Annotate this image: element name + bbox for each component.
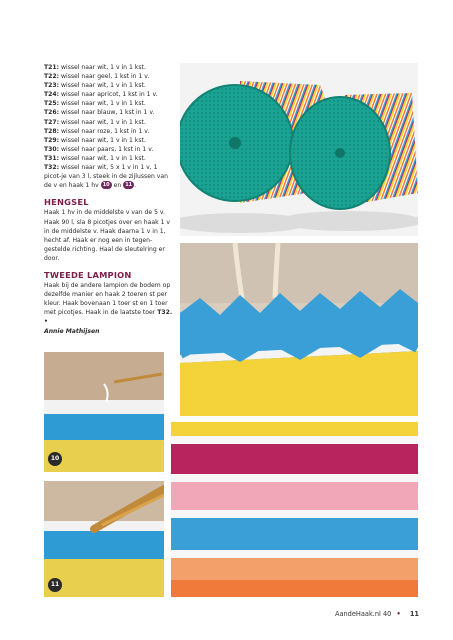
section-heading-tweede-lampion: TWEEDE LAMPION	[44, 269, 132, 280]
round-row: T31: wissel naar wit, 1 v in 1 kst.	[44, 154, 146, 162]
photo-lampions	[180, 63, 418, 236]
step-badge-10: 10	[48, 452, 62, 466]
photo-step-10	[44, 352, 164, 472]
footer-separator: •	[396, 610, 401, 618]
round-list	[44, 63, 176, 163]
round-row: T23: wissel naar wit, 1 v in 1 kst.	[44, 82, 146, 90]
step-11-illustration	[44, 481, 164, 597]
instructions-column	[44, 63, 176, 336]
page-number: 11	[409, 610, 419, 618]
section-heading-hengsel: HENGSEL	[44, 197, 89, 208]
step-badge-11: 11	[48, 578, 62, 592]
stripes-illustration	[171, 422, 418, 597]
closeup-illustration	[180, 243, 418, 416]
photo-stripes	[171, 422, 418, 597]
round-row-32: T32: wissel naar wit, 5 x 1 v in 1 v, 1 picot-je van 3 l, steek in de zijlussen van de v en haak 1 hv 10 en 11 .	[44, 164, 168, 190]
step-ref-badge-11: 11	[123, 181, 134, 189]
round-row: T21: wissel naar wit, 1 v in 1 kst.	[44, 64, 146, 71]
tweede-lampion-text: Haak bij de andere lampion de bodem op dezelfde manier en haak 2 toeren st per kleur. Haak bovenaan 1 toer st en 1 toer met picotjes. Haak in de laatste toer T32. •	[44, 282, 173, 326]
author-name: Annie Mathijsen	[44, 327, 100, 335]
round-row: T22: wissel naar geel, 1 kst in 1 v.	[44, 73, 150, 81]
step-ref-badge-10: 10	[101, 181, 112, 189]
round-row: T29: wissel naar wit, 1 v in 1 kst.	[44, 136, 146, 144]
round-row: T24: wissel naar apricot, 1 kst in 1 v.	[44, 91, 158, 99]
page-footer	[335, 610, 419, 618]
round-row: T25: wissel naar wit, 1 v in 1 kst.	[44, 100, 146, 108]
photo-step-11	[44, 481, 164, 597]
round-row: T27: wissel naar wit, 1 v in 1 kst.	[44, 118, 146, 126]
step-10-illustration	[44, 352, 164, 472]
photo-lampion-closeup	[180, 243, 418, 416]
round-row: T30: wissel naar paars, 1 kst in 1 v.	[44, 145, 154, 153]
footer-site: AandeHaak.nl 40	[334, 610, 392, 618]
hengsel-text: Haak 1 hv in de middelste v van de 5 v. Haak 90 l, sla 8 picotjes over en haak 1 v in de middelste v. Haak daarna 1 v in 1, hecht af. Haak er nog een in tegen-gestelde richting. Haal de sleutelring er door.	[44, 209, 171, 262]
round-row: T28: wissel naar roze, 1 kst in 1 v.	[44, 127, 150, 135]
round-row: T26: wissel naar blauw, 1 kst in 1 v.	[44, 109, 155, 117]
lampions-illustration	[180, 63, 418, 236]
